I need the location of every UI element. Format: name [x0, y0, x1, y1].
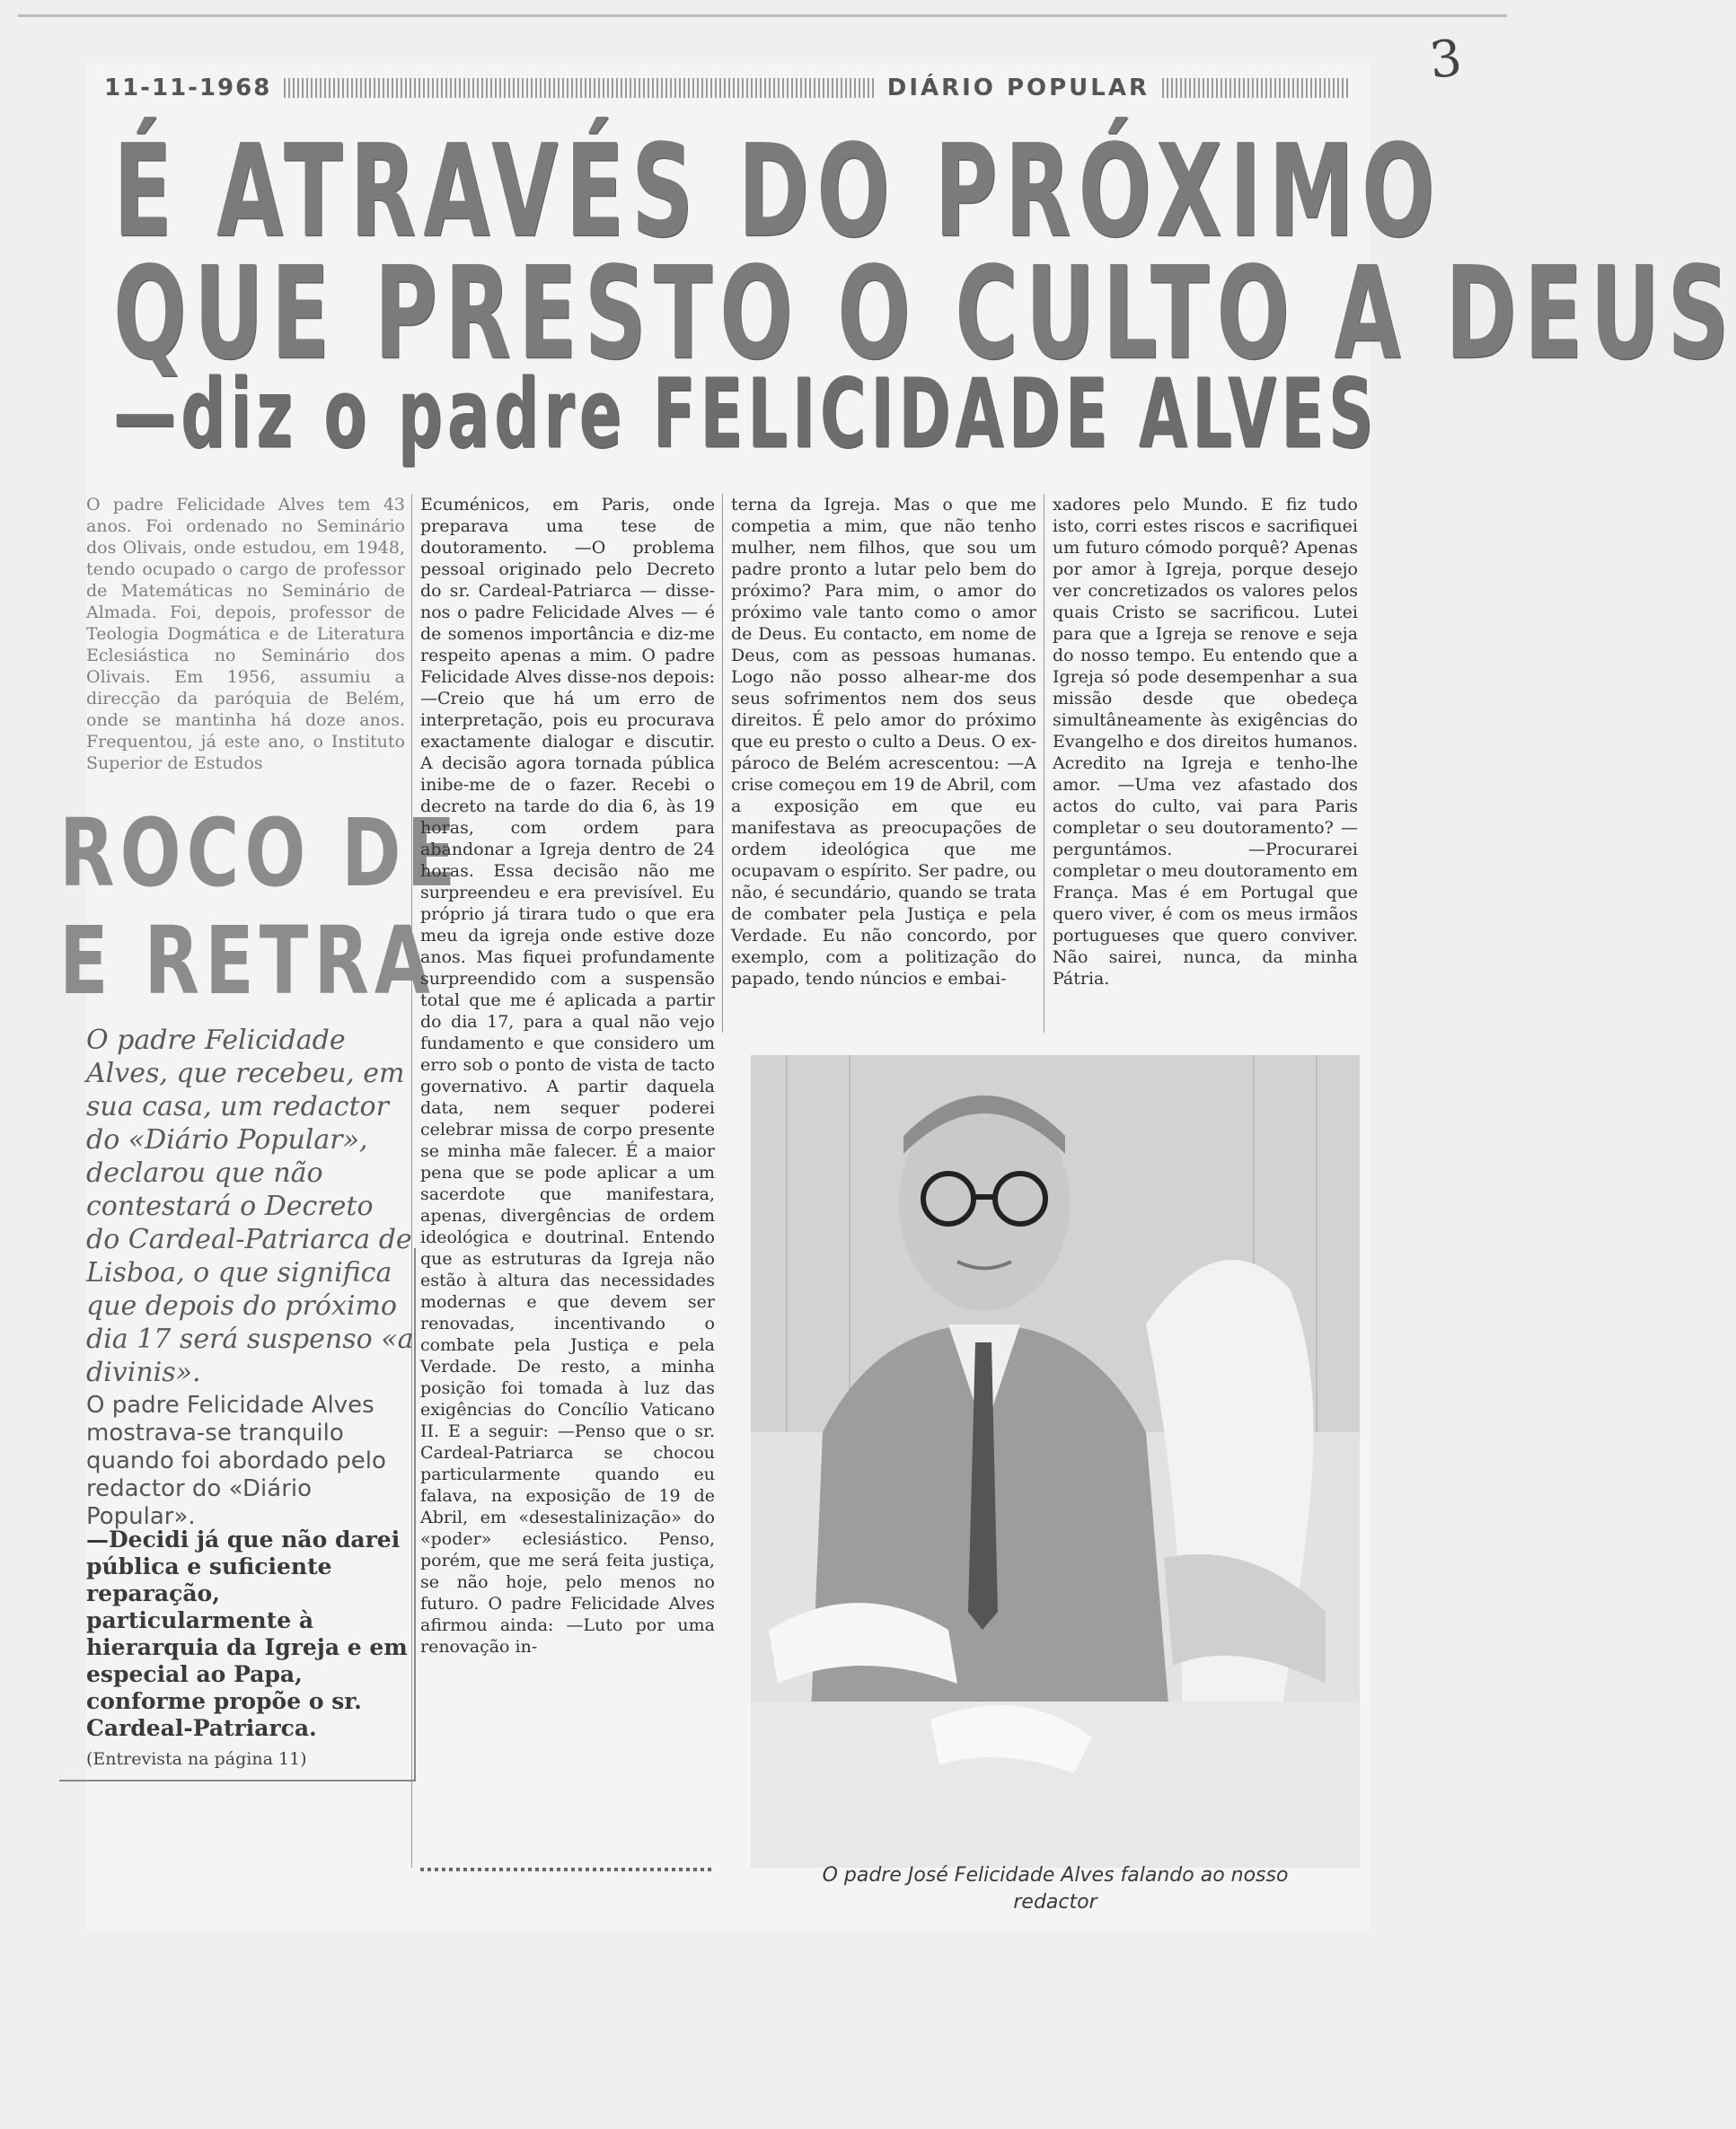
side-story-continuation: (Entrevista na página 11) — [86, 1749, 307, 1769]
headline-line-3: —diz o padre FELICIDADE ALVES — [113, 357, 1379, 470]
priest-photo — [751, 1055, 1360, 1868]
column-3-text: terna da Igreja. Mas o que me competia a mim, que não tenho mulher, nem filhos, que sou um padre pronto a lutar pelo bem do próximo? Para mim, o amor do próximo vale tanto como o amor de Deus. Eu contacto, em nome de Deus, com as pessoas humanas. Logo não posso alhear-me dos seus sofrimentos nem dos seus direitos. É pelo amor do próximo que eu presto o culto a Deus. O ex-pároco de Belém acrescentou: —A crise começou em 19 de Abril, com a exposição em que eu manifestava as preocupações de ordem ideológica que me ocupavam o espírito. Ser padre, ou não, é secundário, quando se trata de combater pela Justiça e pela Verdade. Eu não concordo, por exemplo, com a politização do papado, tendo núncios e embai- — [731, 495, 1036, 989]
headline-line-1: É ATRAVÉS DO PRÓXIMO — [113, 117, 1442, 266]
newspaper-clipping — [59, 63, 1736, 1931]
side-story-headline-1: ROCO DE — [59, 799, 462, 908]
photo-caption-line-2: redactor — [1013, 1891, 1097, 1913]
masthead-dotted-rule-right — [1162, 78, 1351, 98]
column-2-end-rule — [420, 1868, 715, 1871]
side-story — [59, 799, 462, 1859]
side-story-lead-plain: O padre Felicidade Alves mostrava-se tranquilo quando foi abordado pelo redactor do «Diário Popular». — [86, 1392, 386, 1530]
masthead-date: 11-11-1968 — [104, 75, 272, 101]
side-story-right-rule — [414, 1248, 416, 1781]
photo-caption — [751, 1862, 1360, 1916]
masthead-dotted-rule — [284, 78, 874, 98]
article-column-2 — [420, 494, 715, 1658]
side-story-lead-bold: —Decidi já que não darei pública e suficiente reparação, particularmente à hierarquia da Igreja e em especial ao Papa, conforme propõe o sr. Cardeal-Patriarca. — [86, 1526, 408, 1741]
masthead-paper-name: DIÁRIO POPULAR — [886, 75, 1150, 101]
article-column-3 — [731, 494, 1036, 990]
article-column-1 — [86, 494, 405, 774]
side-story-lead-italic: O padre Felicidade Alves, que recebeu, em sua casa, um redactor do «Diário Popular», declarou que não contestará o Decreto do Cardeal-Patriarca de Lisboa, o que significa que depois do próximo dia 17 será suspenso «a divinis». — [86, 1025, 414, 1388]
side-story-headline-2: E RETRA — [59, 907, 436, 1016]
column-2-text: Ecuménicos, em Paris, onde preparava uma tese de doutoramento. —O problema pessoal originado pelo Decreto do sr. Cardeal-Patriarca — disse-nos o padre Felicidade Alves — é de somenos importância e diz-me respeito apenas a mim. O padre Felicidade Alves disse-nos depois: —Creio que há um erro de interpretação, pois eu procurava exactamente dialogar e discutir. A decisão agora tornada pública inibe-me de o fazer. Recebi o decreto na tarde do dia 6, às 19 horas, com ordem para abandonar a Igreja dentro de 24 horas. Essa decisão não me surpreendeu e era previsível. Eu próprio já tirara tudo o que era meu da igreja onde estive doze anos. Mas fiquei profundamente surpreendido com a suspensão total que me é aplicada a partir do dia 17, para a qual não vejo fundamento e que considero um erro sob o ponto de vista de tacto governativo. A partir daquela data, nem sequer poderei celebrar missa de corpo presente se minha mãe falecer. É a maior pena que se pode aplicar a um sacerdote que manifestara, apenas, divergências de ordem ideológica e doutrinal. Entendo que as estruturas da Igreja não estão à altura das necessidades modernas e que devem ser renovadas, incentivando o combate pela Justiça e pela Verdade. De resto, a minha posição foi tomada à luz das exigências do Concílio Vaticano II. E a seguir: —Penso que o sr. Cardeal-Patriarca se chocou particularmente quando eu falava, na exposição de 19 de Abril, em «desestalinização» do «poder» eclesiástico. Penso, porém, que me será feita justiça, se não hoje, pelo menos no futuro. O padre Felicidade Alves afirmou ainda: —Luto por uma renovação in- — [420, 495, 715, 1657]
column-divider-2 — [722, 494, 723, 1033]
masthead — [104, 70, 1363, 106]
column-4-text: xadores pelo Mundo. E fiz tudo isto, corri estes riscos e sacrifiquei um futuro cómodo porquê? Apenas por amor à Igreja, porque desejo ver concretizados os valores pelos quais Cristo se sacrificou. Lutei para que a Igreja se renove e seja do nosso tempo. Eu entendo que a Igreja só pode desempenhar a sua missão desde que obedeça simultâneamente às exigências do Evangelho e dos direitos humanos. Acredito na Igreja e tenho-lhe amor. —Uma vez afastado dos actos do culto, vai para Paris completar o seu doutoramento? — perguntámos. —Procurarei completar o meu doutoramento em França. Mas é em Portugal que quero viver, é com os meus irmãos portugueses que quero conviver. Não sairei, nunca, da minha Pátria. — [1053, 495, 1358, 989]
side-story-bottom-rule — [59, 1780, 414, 1781]
column-1-text: O padre Felicidade Alves tem 43 anos. Foi ordenado no Seminário dos Olivais, onde estudou, em 1948, tendo ocupado o cargo de professor de Matemáticas no Seminário de Almada. Foi, depois, professor de Teologia Dogmática e de Literatura Eclesiástica no Seminário dos Olivais. Em 1956, assumiu a direcção da paróquia de Belém, onde se mantinha há doze anos. Frequentou, já este ano, o Instituto Superior de Estudos — [86, 495, 405, 773]
article-column-4 — [1053, 494, 1358, 990]
photo-caption-line-1: O padre José Felicidade Alves falando ao nosso — [822, 1864, 1289, 1887]
headline-line-2: QUE PRESTO O CULTO A DEUS — [113, 239, 1736, 388]
page-top-rule — [18, 14, 1507, 17]
priest-photo-image — [751, 1055, 1360, 1868]
page-number: 3 — [1427, 29, 1466, 91]
